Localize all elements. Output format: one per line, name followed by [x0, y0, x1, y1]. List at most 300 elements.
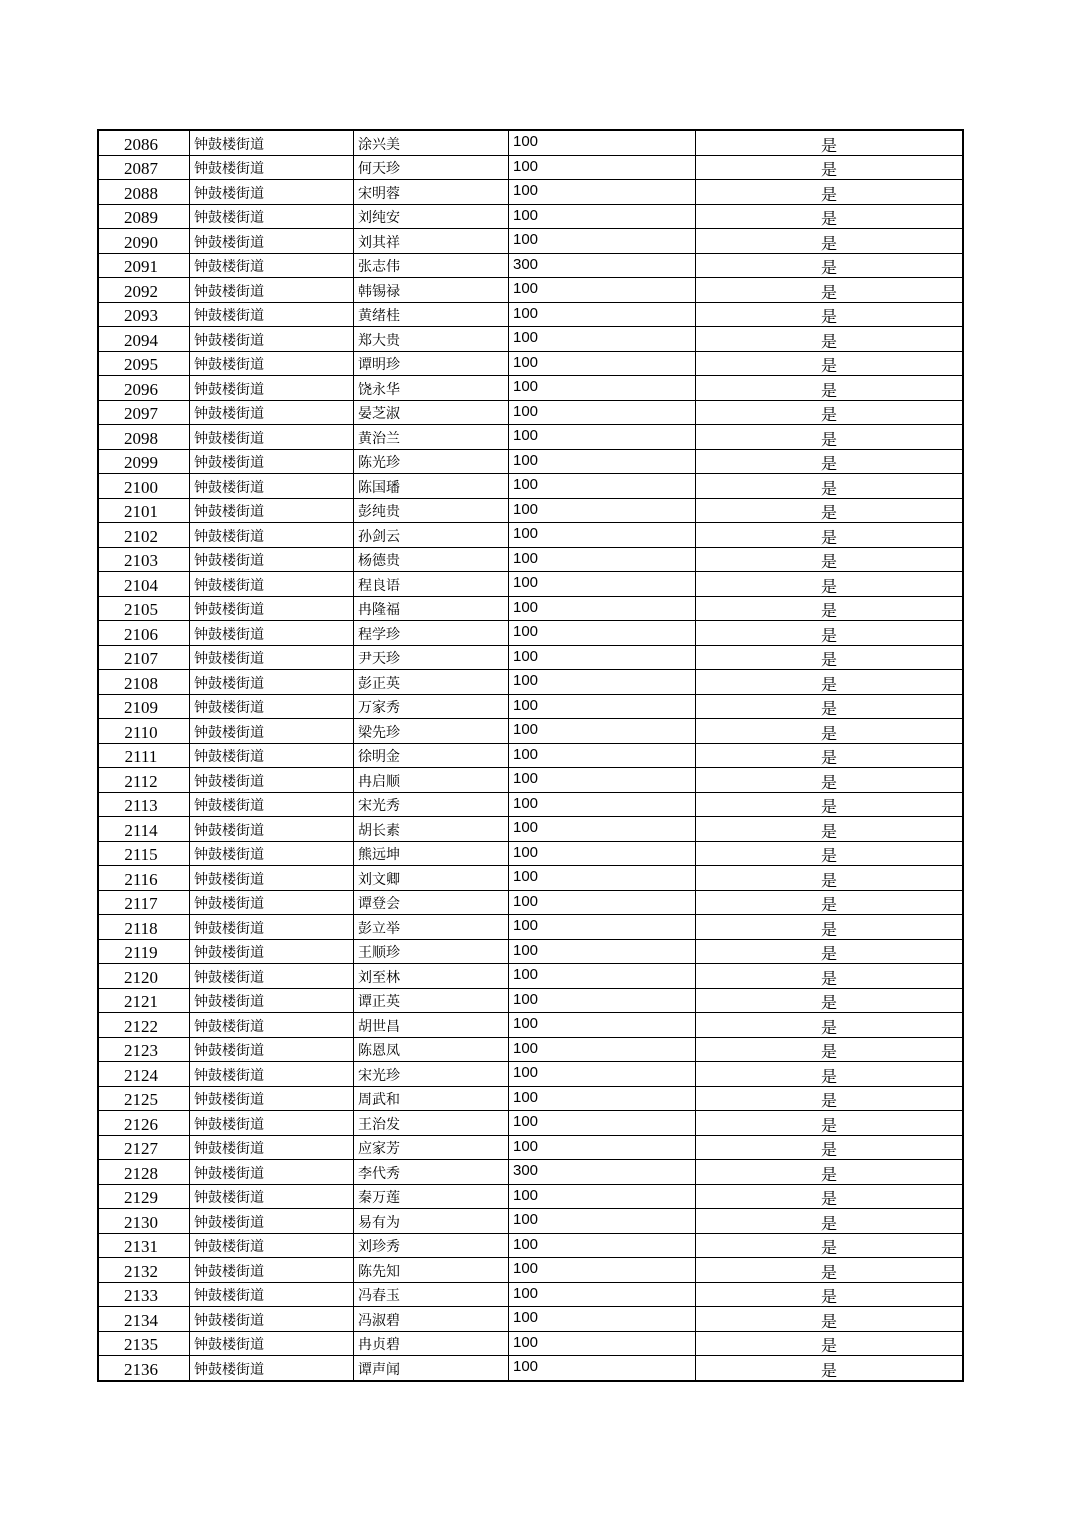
status-cell: 是	[696, 866, 964, 891]
person-name-cell: 谭正英	[354, 988, 509, 1013]
row-number-cell: 2111	[98, 743, 190, 768]
row-number-cell: 2123	[98, 1037, 190, 1062]
row-number-cell: 2092	[98, 278, 190, 303]
person-name-cell: 宋明蓉	[354, 180, 509, 205]
status-cell: 是	[696, 1062, 964, 1087]
table-row	[98, 180, 963, 205]
row-number-cell: 2106	[98, 621, 190, 646]
table-row	[98, 817, 963, 842]
row-number-cell: 2105	[98, 596, 190, 621]
street-cell: 钟鼓楼街道	[190, 988, 354, 1013]
amount-cell: 100	[509, 449, 696, 474]
row-number-cell: 2126	[98, 1111, 190, 1136]
status-cell: 是	[696, 449, 964, 474]
table-row	[98, 1356, 963, 1381]
row-number-cell: 2117	[98, 890, 190, 915]
table-row	[98, 1062, 963, 1087]
status-cell: 是	[696, 130, 964, 155]
street-cell: 钟鼓楼街道	[190, 768, 354, 793]
status-cell: 是	[696, 1086, 964, 1111]
status-cell: 是	[696, 915, 964, 940]
row-number-cell: 2121	[98, 988, 190, 1013]
amount-cell: 100	[509, 523, 696, 548]
row-number-cell: 2090	[98, 229, 190, 254]
table-row	[98, 400, 963, 425]
person-name-cell: 周武和	[354, 1086, 509, 1111]
person-name-cell: 应家芳	[354, 1135, 509, 1160]
street-cell: 钟鼓楼街道	[190, 547, 354, 572]
person-name-cell: 秦万莲	[354, 1184, 509, 1209]
amount-cell: 100	[509, 1331, 696, 1356]
amount-cell: 100	[509, 327, 696, 352]
status-cell: 是	[696, 1307, 964, 1332]
status-cell: 是	[696, 400, 964, 425]
street-cell: 钟鼓楼街道	[190, 1037, 354, 1062]
street-cell: 钟鼓楼街道	[190, 1307, 354, 1332]
row-number-cell: 2093	[98, 302, 190, 327]
street-cell: 钟鼓楼街道	[190, 400, 354, 425]
row-number-cell: 2087	[98, 155, 190, 180]
row-number-cell: 2108	[98, 670, 190, 695]
amount-cell: 100	[509, 351, 696, 376]
person-name-cell: 刘文卿	[354, 866, 509, 891]
table-row	[98, 621, 963, 646]
amount-cell: 100	[509, 841, 696, 866]
row-number-cell: 2099	[98, 449, 190, 474]
row-number-cell: 2102	[98, 523, 190, 548]
row-number-cell: 2112	[98, 768, 190, 793]
amount-cell: 100	[509, 229, 696, 254]
amount-cell: 100	[509, 204, 696, 229]
amount-cell: 100	[509, 1209, 696, 1234]
beneficiary-table	[97, 129, 964, 1382]
table-row	[98, 327, 963, 352]
person-name-cell: 胡世昌	[354, 1013, 509, 1038]
status-cell: 是	[696, 1111, 964, 1136]
street-cell: 钟鼓楼街道	[190, 743, 354, 768]
street-cell: 钟鼓楼街道	[190, 1233, 354, 1258]
amount-cell: 100	[509, 621, 696, 646]
row-number-cell: 2086	[98, 130, 190, 155]
row-number-cell: 2119	[98, 939, 190, 964]
street-cell: 钟鼓楼街道	[190, 1282, 354, 1307]
table-row	[98, 1233, 963, 1258]
table-row	[98, 866, 963, 891]
street-cell: 钟鼓楼街道	[190, 572, 354, 597]
status-cell: 是	[696, 155, 964, 180]
person-name-cell: 冉隆福	[354, 596, 509, 621]
amount-cell: 100	[509, 1258, 696, 1283]
row-number-cell: 2089	[98, 204, 190, 229]
street-cell: 钟鼓楼街道	[190, 425, 354, 450]
person-name-cell: 谭登会	[354, 890, 509, 915]
table-row	[98, 547, 963, 572]
table-row	[98, 719, 963, 744]
person-name-cell: 陈光珍	[354, 449, 509, 474]
status-cell: 是	[696, 572, 964, 597]
amount-cell: 100	[509, 1062, 696, 1087]
street-cell: 钟鼓楼街道	[190, 621, 354, 646]
person-name-cell: 冉启顺	[354, 768, 509, 793]
street-cell: 钟鼓楼街道	[190, 890, 354, 915]
person-name-cell: 张志伟	[354, 253, 509, 278]
street-cell: 钟鼓楼街道	[190, 792, 354, 817]
person-name-cell: 何天珍	[354, 155, 509, 180]
row-number-cell: 2131	[98, 1233, 190, 1258]
street-cell: 钟鼓楼街道	[190, 1331, 354, 1356]
street-cell: 钟鼓楼街道	[190, 841, 354, 866]
table-body	[98, 130, 963, 1381]
table-row	[98, 1037, 963, 1062]
status-cell: 是	[696, 1160, 964, 1185]
status-cell: 是	[696, 1356, 964, 1381]
status-cell: 是	[696, 302, 964, 327]
amount-cell: 100	[509, 1184, 696, 1209]
amount-cell: 100	[509, 596, 696, 621]
table-row	[98, 1184, 963, 1209]
status-cell: 是	[696, 204, 964, 229]
row-number-cell: 2101	[98, 498, 190, 523]
row-number-cell: 2134	[98, 1307, 190, 1332]
amount-cell: 100	[509, 817, 696, 842]
street-cell: 钟鼓楼街道	[190, 1086, 354, 1111]
amount-cell: 100	[509, 988, 696, 1013]
amount-cell: 100	[509, 645, 696, 670]
street-cell: 钟鼓楼街道	[190, 964, 354, 989]
person-name-cell: 谭明珍	[354, 351, 509, 376]
amount-cell: 100	[509, 964, 696, 989]
status-cell: 是	[696, 523, 964, 548]
status-cell: 是	[696, 1013, 964, 1038]
street-cell: 钟鼓楼街道	[190, 130, 354, 155]
person-name-cell: 尹天珍	[354, 645, 509, 670]
person-name-cell: 陈恩凤	[354, 1037, 509, 1062]
person-name-cell: 刘其祥	[354, 229, 509, 254]
status-cell: 是	[696, 670, 964, 695]
row-number-cell: 2107	[98, 645, 190, 670]
status-cell: 是	[696, 1258, 964, 1283]
status-cell: 是	[696, 890, 964, 915]
row-number-cell: 2130	[98, 1209, 190, 1234]
row-number-cell: 2127	[98, 1135, 190, 1160]
person-name-cell: 易有为	[354, 1209, 509, 1234]
person-name-cell: 宋光秀	[354, 792, 509, 817]
person-name-cell: 王治发	[354, 1111, 509, 1136]
row-number-cell: 2132	[98, 1258, 190, 1283]
table-row	[98, 572, 963, 597]
status-cell: 是	[696, 768, 964, 793]
street-cell: 钟鼓楼街道	[190, 1160, 354, 1185]
street-cell: 钟鼓楼街道	[190, 278, 354, 303]
amount-cell: 100	[509, 302, 696, 327]
table-row	[98, 743, 963, 768]
person-name-cell: 彭正英	[354, 670, 509, 695]
status-cell: 是	[696, 939, 964, 964]
person-name-cell: 李代秀	[354, 1160, 509, 1185]
row-number-cell: 2136	[98, 1356, 190, 1381]
street-cell: 钟鼓楼街道	[190, 915, 354, 940]
table-row	[98, 1331, 963, 1356]
street-cell: 钟鼓楼街道	[190, 204, 354, 229]
row-number-cell: 2097	[98, 400, 190, 425]
amount-cell: 100	[509, 1356, 696, 1381]
table-row	[98, 474, 963, 499]
person-name-cell: 熊远坤	[354, 841, 509, 866]
street-cell: 钟鼓楼街道	[190, 1062, 354, 1087]
person-name-cell: 杨德贵	[354, 547, 509, 572]
person-name-cell: 万家秀	[354, 694, 509, 719]
row-number-cell: 2120	[98, 964, 190, 989]
person-name-cell: 彭立举	[354, 915, 509, 940]
row-number-cell: 2109	[98, 694, 190, 719]
table-row	[98, 278, 963, 303]
row-number-cell: 2091	[98, 253, 190, 278]
status-cell: 是	[696, 841, 964, 866]
amount-cell: 300	[509, 253, 696, 278]
table-row	[98, 1258, 963, 1283]
table-row	[98, 915, 963, 940]
table-row	[98, 523, 963, 548]
amount-cell: 100	[509, 425, 696, 450]
row-number-cell: 2098	[98, 425, 190, 450]
table-row	[98, 670, 963, 695]
status-cell: 是	[696, 817, 964, 842]
table-row	[98, 425, 963, 450]
amount-cell: 100	[509, 890, 696, 915]
street-cell: 钟鼓楼街道	[190, 1013, 354, 1038]
street-cell: 钟鼓楼街道	[190, 155, 354, 180]
table-row	[98, 1013, 963, 1038]
person-name-cell: 王顺珍	[354, 939, 509, 964]
row-number-cell: 2088	[98, 180, 190, 205]
street-cell: 钟鼓楼街道	[190, 474, 354, 499]
amount-cell: 100	[509, 1233, 696, 1258]
row-number-cell: 2100	[98, 474, 190, 499]
amount-cell: 100	[509, 547, 696, 572]
status-cell: 是	[696, 964, 964, 989]
status-cell: 是	[696, 694, 964, 719]
person-name-cell: 陈国璠	[354, 474, 509, 499]
status-cell: 是	[696, 278, 964, 303]
table-row	[98, 694, 963, 719]
table-row	[98, 596, 963, 621]
row-number-cell: 2095	[98, 351, 190, 376]
person-name-cell: 涂兴美	[354, 130, 509, 155]
status-cell: 是	[696, 498, 964, 523]
row-number-cell: 2110	[98, 719, 190, 744]
street-cell: 钟鼓楼街道	[190, 376, 354, 401]
status-cell: 是	[696, 1282, 964, 1307]
row-number-cell: 2118	[98, 915, 190, 940]
person-name-cell: 韩锡禄	[354, 278, 509, 303]
street-cell: 钟鼓楼街道	[190, 1209, 354, 1234]
person-name-cell: 冯春玉	[354, 1282, 509, 1307]
table-row	[98, 130, 963, 155]
row-number-cell: 2125	[98, 1086, 190, 1111]
street-cell: 钟鼓楼街道	[190, 523, 354, 548]
table-row	[98, 1307, 963, 1332]
status-cell: 是	[696, 1233, 964, 1258]
table-row	[98, 964, 963, 989]
row-number-cell: 2114	[98, 817, 190, 842]
person-name-cell: 彭纯贵	[354, 498, 509, 523]
person-name-cell: 梁先珍	[354, 719, 509, 744]
table-row	[98, 229, 963, 254]
status-cell: 是	[696, 988, 964, 1013]
row-number-cell: 2094	[98, 327, 190, 352]
person-name-cell: 胡长素	[354, 817, 509, 842]
amount-cell: 100	[509, 1307, 696, 1332]
amount-cell: 100	[509, 768, 696, 793]
street-cell: 钟鼓楼街道	[190, 498, 354, 523]
amount-cell: 100	[509, 400, 696, 425]
status-cell: 是	[696, 229, 964, 254]
street-cell: 钟鼓楼街道	[190, 180, 354, 205]
person-name-cell: 晏芝淑	[354, 400, 509, 425]
status-cell: 是	[696, 621, 964, 646]
row-number-cell: 2115	[98, 841, 190, 866]
street-cell: 钟鼓楼街道	[190, 939, 354, 964]
amount-cell: 100	[509, 1037, 696, 1062]
status-cell: 是	[696, 596, 964, 621]
amount-cell: 100	[509, 1135, 696, 1160]
street-cell: 钟鼓楼街道	[190, 253, 354, 278]
amount-cell: 100	[509, 180, 696, 205]
status-cell: 是	[696, 1037, 964, 1062]
row-number-cell: 2133	[98, 1282, 190, 1307]
table-row	[98, 376, 963, 401]
person-name-cell: 冉贞碧	[354, 1331, 509, 1356]
row-number-cell: 2124	[98, 1062, 190, 1087]
amount-cell: 100	[509, 866, 696, 891]
person-name-cell: 刘纯安	[354, 204, 509, 229]
row-number-cell: 2113	[98, 792, 190, 817]
person-name-cell: 程良语	[354, 572, 509, 597]
status-cell: 是	[696, 425, 964, 450]
amount-cell: 100	[509, 376, 696, 401]
status-cell: 是	[696, 547, 964, 572]
street-cell: 钟鼓楼街道	[190, 1258, 354, 1283]
table-row	[98, 204, 963, 229]
table-row	[98, 1282, 963, 1307]
row-number-cell: 2103	[98, 547, 190, 572]
table-row	[98, 988, 963, 1013]
status-cell: 是	[696, 1135, 964, 1160]
status-cell: 是	[696, 743, 964, 768]
street-cell: 钟鼓楼街道	[190, 1135, 354, 1160]
amount-cell: 100	[509, 130, 696, 155]
status-cell: 是	[696, 719, 964, 744]
amount-cell: 100	[509, 498, 696, 523]
amount-cell: 100	[509, 474, 696, 499]
status-cell: 是	[696, 792, 964, 817]
street-cell: 钟鼓楼街道	[190, 302, 354, 327]
row-number-cell: 2128	[98, 1160, 190, 1185]
person-name-cell: 陈先知	[354, 1258, 509, 1283]
street-cell: 钟鼓楼街道	[190, 327, 354, 352]
amount-cell: 100	[509, 278, 696, 303]
amount-cell: 100	[509, 1086, 696, 1111]
table-row	[98, 498, 963, 523]
table-row	[98, 449, 963, 474]
status-cell: 是	[696, 253, 964, 278]
street-cell: 钟鼓楼街道	[190, 1184, 354, 1209]
street-cell: 钟鼓楼街道	[190, 719, 354, 744]
person-name-cell: 黄治兰	[354, 425, 509, 450]
table-row	[98, 939, 963, 964]
amount-cell: 100	[509, 719, 696, 744]
amount-cell: 100	[509, 155, 696, 180]
amount-cell: 100	[509, 1013, 696, 1038]
status-cell: 是	[696, 351, 964, 376]
table-row	[98, 253, 963, 278]
person-name-cell: 刘至林	[354, 964, 509, 989]
street-cell: 钟鼓楼街道	[190, 229, 354, 254]
table-row	[98, 890, 963, 915]
person-name-cell: 黄绪桂	[354, 302, 509, 327]
status-cell: 是	[696, 645, 964, 670]
street-cell: 钟鼓楼街道	[190, 694, 354, 719]
amount-cell: 100	[509, 1282, 696, 1307]
table-row	[98, 645, 963, 670]
street-cell: 钟鼓楼街道	[190, 596, 354, 621]
table-row	[98, 1111, 963, 1136]
table-row	[98, 1209, 963, 1234]
person-name-cell: 冯淑碧	[354, 1307, 509, 1332]
status-cell: 是	[696, 1331, 964, 1356]
street-cell: 钟鼓楼街道	[190, 670, 354, 695]
street-cell: 钟鼓楼街道	[190, 645, 354, 670]
person-name-cell: 徐明金	[354, 743, 509, 768]
status-cell: 是	[696, 474, 964, 499]
person-name-cell: 刘珍秀	[354, 1233, 509, 1258]
amount-cell: 100	[509, 915, 696, 940]
amount-cell: 100	[509, 670, 696, 695]
amount-cell: 300	[509, 1160, 696, 1185]
amount-cell: 100	[509, 743, 696, 768]
status-cell: 是	[696, 327, 964, 352]
amount-cell: 100	[509, 572, 696, 597]
row-number-cell: 2129	[98, 1184, 190, 1209]
status-cell: 是	[696, 1209, 964, 1234]
row-number-cell: 2104	[98, 572, 190, 597]
person-name-cell: 孙剑云	[354, 523, 509, 548]
person-name-cell: 饶永华	[354, 376, 509, 401]
street-cell: 钟鼓楼街道	[190, 1111, 354, 1136]
street-cell: 钟鼓楼街道	[190, 449, 354, 474]
table-row	[98, 302, 963, 327]
table-row	[98, 1086, 963, 1111]
street-cell: 钟鼓楼街道	[190, 866, 354, 891]
amount-cell: 100	[509, 1111, 696, 1136]
street-cell: 钟鼓楼街道	[190, 351, 354, 376]
row-number-cell: 2122	[98, 1013, 190, 1038]
street-cell: 钟鼓楼街道	[190, 817, 354, 842]
person-name-cell: 谭声闻	[354, 1356, 509, 1381]
amount-cell: 100	[509, 694, 696, 719]
table-row	[98, 841, 963, 866]
amount-cell: 100	[509, 939, 696, 964]
status-cell: 是	[696, 180, 964, 205]
table-row	[98, 792, 963, 817]
row-number-cell: 2096	[98, 376, 190, 401]
status-cell: 是	[696, 1184, 964, 1209]
amount-cell: 100	[509, 792, 696, 817]
status-cell: 是	[696, 376, 964, 401]
table-row	[98, 1160, 963, 1185]
row-number-cell: 2135	[98, 1331, 190, 1356]
row-number-cell: 2116	[98, 866, 190, 891]
